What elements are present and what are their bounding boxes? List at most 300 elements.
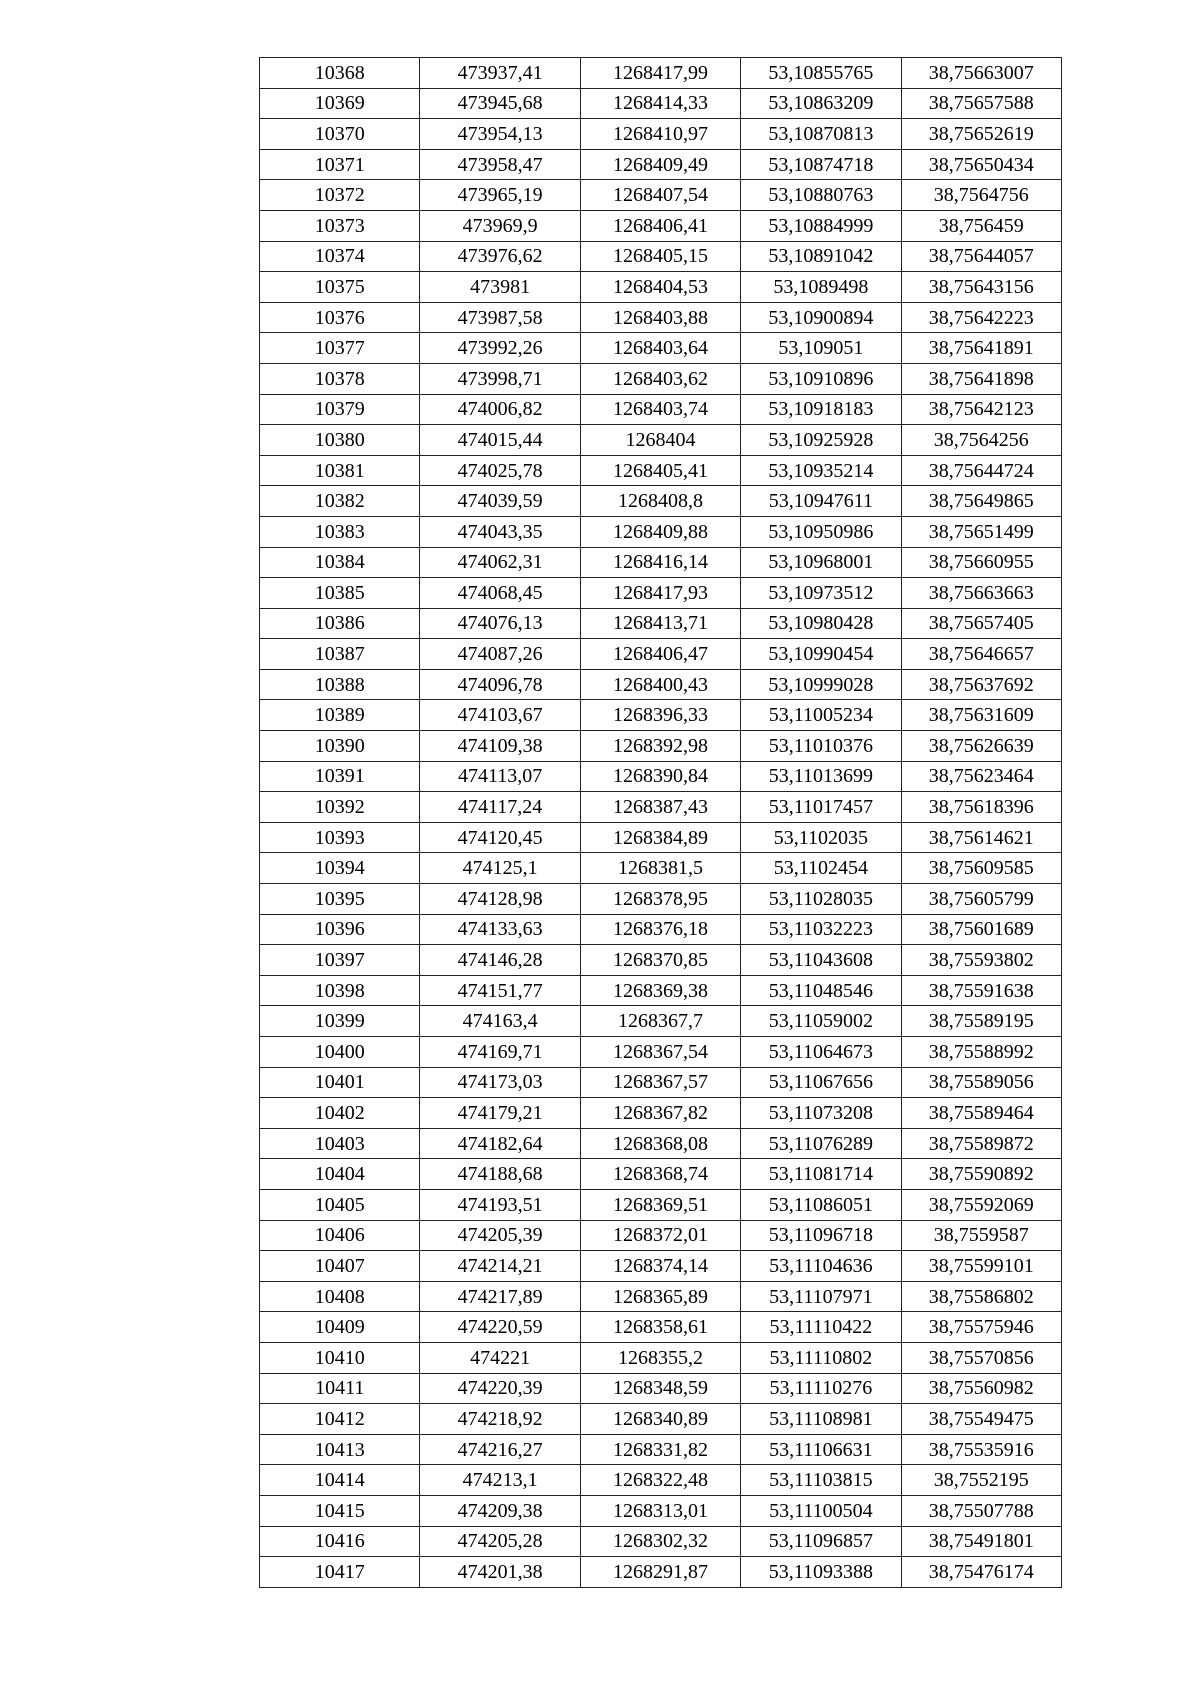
longitude-cell: 38,75590892 <box>901 1159 1061 1190</box>
point-number-cell: 10387 <box>260 639 420 670</box>
x-coordinate-cell: 474133,63 <box>420 914 580 945</box>
longitude-cell: 38,75644724 <box>901 455 1061 486</box>
point-number-cell: 10376 <box>260 302 420 333</box>
latitude-cell: 53,11081714 <box>741 1159 901 1190</box>
table-row <box>260 608 1062 639</box>
point-number-cell: 10414 <box>260 1465 420 1496</box>
point-number-cell: 10409 <box>260 1312 420 1343</box>
point-number-cell: 10394 <box>260 853 420 884</box>
table-row <box>260 945 1062 976</box>
table-row <box>260 241 1062 272</box>
y-coordinate-cell: 1268407,54 <box>580 180 740 211</box>
latitude-cell: 53,10980428 <box>741 608 901 639</box>
x-coordinate-cell: 474217,89 <box>420 1281 580 1312</box>
y-coordinate-cell: 1268400,43 <box>580 669 740 700</box>
table-row <box>260 455 1062 486</box>
x-coordinate-cell: 474163,4 <box>420 1006 580 1037</box>
point-number-cell: 10372 <box>260 180 420 211</box>
x-coordinate-cell: 474216,27 <box>420 1434 580 1465</box>
longitude-cell: 38,75591638 <box>901 975 1061 1006</box>
table-row <box>260 1067 1062 1098</box>
longitude-cell: 38,75618396 <box>901 792 1061 823</box>
table-row <box>260 761 1062 792</box>
longitude-cell: 38,75641898 <box>901 363 1061 394</box>
longitude-cell: 38,75649865 <box>901 486 1061 517</box>
y-coordinate-cell: 1268410,97 <box>580 119 740 150</box>
x-coordinate-cell: 474182,64 <box>420 1128 580 1159</box>
y-coordinate-cell: 1268403,64 <box>580 333 740 364</box>
table-row <box>260 975 1062 1006</box>
latitude-cell: 53,10925928 <box>741 425 901 456</box>
point-number-cell: 10402 <box>260 1098 420 1129</box>
latitude-cell: 53,11076289 <box>741 1128 901 1159</box>
point-number-cell: 10397 <box>260 945 420 976</box>
x-coordinate-cell: 473954,13 <box>420 119 580 150</box>
y-coordinate-cell: 1268403,62 <box>580 363 740 394</box>
longitude-cell: 38,75601689 <box>901 914 1061 945</box>
x-coordinate-cell: 474117,24 <box>420 792 580 823</box>
table-row <box>260 1495 1062 1526</box>
point-number-cell: 10404 <box>260 1159 420 1190</box>
longitude-cell: 38,75657405 <box>901 608 1061 639</box>
y-coordinate-cell: 1268378,95 <box>580 884 740 915</box>
x-coordinate-cell: 473981 <box>420 272 580 303</box>
longitude-cell: 38,75507788 <box>901 1495 1061 1526</box>
latitude-cell: 53,11104636 <box>741 1251 901 1282</box>
longitude-cell: 38,75586802 <box>901 1281 1061 1312</box>
x-coordinate-cell: 474128,98 <box>420 884 580 915</box>
latitude-cell: 53,10863209 <box>741 88 901 119</box>
point-number-cell: 10369 <box>260 88 420 119</box>
point-number-cell: 10412 <box>260 1404 420 1435</box>
x-coordinate-cell: 474201,38 <box>420 1557 580 1588</box>
latitude-cell: 53,10900894 <box>741 302 901 333</box>
latitude-cell: 53,10947611 <box>741 486 901 517</box>
table-row <box>260 1373 1062 1404</box>
x-coordinate-cell: 473945,68 <box>420 88 580 119</box>
table-row <box>260 302 1062 333</box>
longitude-cell: 38,75605799 <box>901 884 1061 915</box>
y-coordinate-cell: 1268365,89 <box>580 1281 740 1312</box>
point-number-cell: 10417 <box>260 1557 420 1588</box>
latitude-cell: 53,11100504 <box>741 1495 901 1526</box>
x-coordinate-cell: 474087,26 <box>420 639 580 670</box>
x-coordinate-cell: 474113,07 <box>420 761 580 792</box>
point-number-cell: 10395 <box>260 884 420 915</box>
table-row <box>260 1006 1062 1037</box>
table-row <box>260 1159 1062 1190</box>
longitude-cell: 38,75651499 <box>901 516 1061 547</box>
latitude-cell: 53,11093388 <box>741 1557 901 1588</box>
y-coordinate-cell: 1268414,33 <box>580 88 740 119</box>
y-coordinate-cell: 1268417,99 <box>580 58 740 89</box>
x-coordinate-cell: 474221 <box>420 1342 580 1373</box>
latitude-cell: 53,11110422 <box>741 1312 901 1343</box>
longitude-cell: 38,75642223 <box>901 302 1061 333</box>
point-number-cell: 10377 <box>260 333 420 364</box>
y-coordinate-cell: 1268348,59 <box>580 1373 740 1404</box>
table-row <box>260 149 1062 180</box>
longitude-cell: 38,75614621 <box>901 822 1061 853</box>
longitude-cell: 38,75642123 <box>901 394 1061 425</box>
point-number-cell: 10406 <box>260 1220 420 1251</box>
table-row <box>260 1526 1062 1557</box>
longitude-cell: 38,75609585 <box>901 853 1061 884</box>
latitude-cell: 53,11064673 <box>741 1037 901 1068</box>
table-row <box>260 1251 1062 1282</box>
longitude-cell: 38,75589464 <box>901 1098 1061 1129</box>
table-row <box>260 914 1062 945</box>
y-coordinate-cell: 1268313,01 <box>580 1495 740 1526</box>
table-row <box>260 363 1062 394</box>
point-number-cell: 10400 <box>260 1037 420 1068</box>
table-row <box>260 700 1062 731</box>
x-coordinate-cell: 474179,21 <box>420 1098 580 1129</box>
longitude-cell: 38,75626639 <box>901 731 1061 762</box>
y-coordinate-cell: 1268409,49 <box>580 149 740 180</box>
point-number-cell: 10399 <box>260 1006 420 1037</box>
longitude-cell: 38,75643156 <box>901 272 1061 303</box>
x-coordinate-cell: 474103,67 <box>420 700 580 731</box>
longitude-cell: 38,75589195 <box>901 1006 1061 1037</box>
latitude-cell: 53,10968001 <box>741 547 901 578</box>
x-coordinate-cell: 474109,38 <box>420 731 580 762</box>
y-coordinate-cell: 1268369,38 <box>580 975 740 1006</box>
table-row <box>260 853 1062 884</box>
x-coordinate-cell: 474025,78 <box>420 455 580 486</box>
latitude-cell: 53,10918183 <box>741 394 901 425</box>
point-number-cell: 10383 <box>260 516 420 547</box>
longitude-cell: 38,75650434 <box>901 149 1061 180</box>
x-coordinate-cell: 474015,44 <box>420 425 580 456</box>
table-row <box>260 88 1062 119</box>
longitude-cell: 38,7564756 <box>901 180 1061 211</box>
latitude-cell: 53,11103815 <box>741 1465 901 1496</box>
y-coordinate-cell: 1268355,2 <box>580 1342 740 1373</box>
x-coordinate-cell: 474169,71 <box>420 1037 580 1068</box>
x-coordinate-cell: 474039,59 <box>420 486 580 517</box>
longitude-cell: 38,75660955 <box>901 547 1061 578</box>
longitude-cell: 38,75588992 <box>901 1037 1061 1068</box>
y-coordinate-cell: 1268367,82 <box>580 1098 740 1129</box>
y-coordinate-cell: 1268358,61 <box>580 1312 740 1343</box>
y-coordinate-cell: 1268374,14 <box>580 1251 740 1282</box>
longitude-cell: 38,75575946 <box>901 1312 1061 1343</box>
y-coordinate-cell: 1268413,71 <box>580 608 740 639</box>
latitude-cell: 53,10950986 <box>741 516 901 547</box>
y-coordinate-cell: 1268302,32 <box>580 1526 740 1557</box>
y-coordinate-cell: 1268370,85 <box>580 945 740 976</box>
x-coordinate-cell: 474076,13 <box>420 608 580 639</box>
point-number-cell: 10391 <box>260 761 420 792</box>
table-row <box>260 1465 1062 1496</box>
longitude-cell: 38,7564256 <box>901 425 1061 456</box>
point-number-cell: 10390 <box>260 731 420 762</box>
latitude-cell: 53,11096857 <box>741 1526 901 1557</box>
latitude-cell: 53,10884999 <box>741 210 901 241</box>
longitude-cell: 38,75663007 <box>901 58 1061 89</box>
table-row <box>260 425 1062 456</box>
x-coordinate-cell: 473937,41 <box>420 58 580 89</box>
coordinates-table <box>259 57 1062 1588</box>
latitude-cell: 53,10874718 <box>741 149 901 180</box>
longitude-cell: 38,75646657 <box>901 639 1061 670</box>
longitude-cell: 38,75589872 <box>901 1128 1061 1159</box>
y-coordinate-cell: 1268381,5 <box>580 853 740 884</box>
longitude-cell: 38,75644057 <box>901 241 1061 272</box>
x-coordinate-cell: 473987,58 <box>420 302 580 333</box>
latitude-cell: 53,11017457 <box>741 792 901 823</box>
y-coordinate-cell: 1268331,82 <box>580 1434 740 1465</box>
point-number-cell: 10413 <box>260 1434 420 1465</box>
point-number-cell: 10380 <box>260 425 420 456</box>
latitude-cell: 53,11010376 <box>741 731 901 762</box>
table-row <box>260 1342 1062 1373</box>
latitude-cell: 53,11013699 <box>741 761 901 792</box>
longitude-cell: 38,75657588 <box>901 88 1061 119</box>
table-row <box>260 58 1062 89</box>
table-row <box>260 333 1062 364</box>
y-coordinate-cell: 1268404,53 <box>580 272 740 303</box>
y-coordinate-cell: 1268406,47 <box>580 639 740 670</box>
x-coordinate-cell: 474173,03 <box>420 1067 580 1098</box>
x-coordinate-cell: 474218,92 <box>420 1404 580 1435</box>
table-row <box>260 731 1062 762</box>
table-row <box>260 394 1062 425</box>
x-coordinate-cell: 474209,38 <box>420 1495 580 1526</box>
x-coordinate-cell: 474213,1 <box>420 1465 580 1496</box>
x-coordinate-cell: 474188,68 <box>420 1159 580 1190</box>
point-number-cell: 10407 <box>260 1251 420 1282</box>
table-row <box>260 1312 1062 1343</box>
y-coordinate-cell: 1268408,8 <box>580 486 740 517</box>
latitude-cell: 53,10935214 <box>741 455 901 486</box>
longitude-cell: 38,75570856 <box>901 1342 1061 1373</box>
x-coordinate-cell: 473958,47 <box>420 149 580 180</box>
longitude-cell: 38,75623464 <box>901 761 1061 792</box>
table-row <box>260 1281 1062 1312</box>
x-coordinate-cell: 474120,45 <box>420 822 580 853</box>
latitude-cell: 53,11107971 <box>741 1281 901 1312</box>
point-number-cell: 10396 <box>260 914 420 945</box>
x-coordinate-cell: 474220,39 <box>420 1373 580 1404</box>
point-number-cell: 10398 <box>260 975 420 1006</box>
point-number-cell: 10401 <box>260 1067 420 1098</box>
table-row <box>260 516 1062 547</box>
longitude-cell: 38,75631609 <box>901 700 1061 731</box>
y-coordinate-cell: 1268403,74 <box>580 394 740 425</box>
longitude-cell: 38,7552195 <box>901 1465 1061 1496</box>
table-row <box>260 1128 1062 1159</box>
latitude-cell: 53,11108981 <box>741 1404 901 1435</box>
latitude-cell: 53,11106631 <box>741 1434 901 1465</box>
x-coordinate-cell: 474062,31 <box>420 547 580 578</box>
y-coordinate-cell: 1268404 <box>580 425 740 456</box>
x-coordinate-cell: 474068,45 <box>420 578 580 609</box>
table-row <box>260 547 1062 578</box>
point-number-cell: 10405 <box>260 1189 420 1220</box>
point-number-cell: 10378 <box>260 363 420 394</box>
table-row <box>260 1098 1062 1129</box>
longitude-cell: 38,75637692 <box>901 669 1061 700</box>
latitude-cell: 53,11048546 <box>741 975 901 1006</box>
x-coordinate-cell: 474205,39 <box>420 1220 580 1251</box>
latitude-cell: 53,10855765 <box>741 58 901 89</box>
table-row <box>260 1037 1062 1068</box>
table-row <box>260 1189 1062 1220</box>
y-coordinate-cell: 1268340,89 <box>580 1404 740 1435</box>
x-coordinate-cell: 474125,1 <box>420 853 580 884</box>
table-row <box>260 578 1062 609</box>
point-number-cell: 10381 <box>260 455 420 486</box>
point-number-cell: 10392 <box>260 792 420 823</box>
coordinates-table-body <box>260 58 1062 1588</box>
longitude-cell: 38,75589056 <box>901 1067 1061 1098</box>
latitude-cell: 53,1102454 <box>741 853 901 884</box>
longitude-cell: 38,75560982 <box>901 1373 1061 1404</box>
latitude-cell: 53,1102035 <box>741 822 901 853</box>
table-row <box>260 180 1062 211</box>
x-coordinate-cell: 474151,77 <box>420 975 580 1006</box>
latitude-cell: 53,109051 <box>741 333 901 364</box>
latitude-cell: 53,11005234 <box>741 700 901 731</box>
y-coordinate-cell: 1268416,14 <box>580 547 740 578</box>
point-number-cell: 10368 <box>260 58 420 89</box>
x-coordinate-cell: 474146,28 <box>420 945 580 976</box>
table-row <box>260 119 1062 150</box>
latitude-cell: 53,10990454 <box>741 639 901 670</box>
y-coordinate-cell: 1268367,57 <box>580 1067 740 1098</box>
x-coordinate-cell: 474096,78 <box>420 669 580 700</box>
table-row <box>260 792 1062 823</box>
y-coordinate-cell: 1268368,74 <box>580 1159 740 1190</box>
point-number-cell: 10379 <box>260 394 420 425</box>
y-coordinate-cell: 1268291,87 <box>580 1557 740 1588</box>
x-coordinate-cell: 474220,59 <box>420 1312 580 1343</box>
longitude-cell: 38,756459 <box>901 210 1061 241</box>
longitude-cell: 38,75592069 <box>901 1189 1061 1220</box>
latitude-cell: 53,11059002 <box>741 1006 901 1037</box>
latitude-cell: 53,11110276 <box>741 1373 901 1404</box>
x-coordinate-cell: 474006,82 <box>420 394 580 425</box>
y-coordinate-cell: 1268369,51 <box>580 1189 740 1220</box>
latitude-cell: 53,10973512 <box>741 578 901 609</box>
table-row <box>260 822 1062 853</box>
point-number-cell: 10384 <box>260 547 420 578</box>
latitude-cell: 53,11028035 <box>741 884 901 915</box>
y-coordinate-cell: 1268403,88 <box>580 302 740 333</box>
y-coordinate-cell: 1268405,41 <box>580 455 740 486</box>
y-coordinate-cell: 1268368,08 <box>580 1128 740 1159</box>
table-row <box>260 1220 1062 1251</box>
point-number-cell: 10416 <box>260 1526 420 1557</box>
latitude-cell: 53,11110802 <box>741 1342 901 1373</box>
y-coordinate-cell: 1268367,54 <box>580 1037 740 1068</box>
x-coordinate-cell: 473976,62 <box>420 241 580 272</box>
latitude-cell: 53,10870813 <box>741 119 901 150</box>
latitude-cell: 53,11086051 <box>741 1189 901 1220</box>
longitude-cell: 38,75491801 <box>901 1526 1061 1557</box>
x-coordinate-cell: 474205,28 <box>420 1526 580 1557</box>
y-coordinate-cell: 1268387,43 <box>580 792 740 823</box>
x-coordinate-cell: 474193,51 <box>420 1189 580 1220</box>
longitude-cell: 38,75641891 <box>901 333 1061 364</box>
longitude-cell: 38,75593802 <box>901 945 1061 976</box>
point-number-cell: 10371 <box>260 149 420 180</box>
x-coordinate-cell: 473998,71 <box>420 363 580 394</box>
table-row <box>260 1434 1062 1465</box>
longitude-cell: 38,75652619 <box>901 119 1061 150</box>
table-row <box>260 486 1062 517</box>
y-coordinate-cell: 1268405,15 <box>580 241 740 272</box>
y-coordinate-cell: 1268417,93 <box>580 578 740 609</box>
x-coordinate-cell: 473965,19 <box>420 180 580 211</box>
table-row <box>260 1557 1062 1588</box>
point-number-cell: 10410 <box>260 1342 420 1373</box>
y-coordinate-cell: 1268322,48 <box>580 1465 740 1496</box>
point-number-cell: 10370 <box>260 119 420 150</box>
table-row <box>260 210 1062 241</box>
y-coordinate-cell: 1268367,7 <box>580 1006 740 1037</box>
y-coordinate-cell: 1268396,33 <box>580 700 740 731</box>
table-row <box>260 669 1062 700</box>
table-row <box>260 639 1062 670</box>
y-coordinate-cell: 1268406,41 <box>580 210 740 241</box>
point-number-cell: 10408 <box>260 1281 420 1312</box>
point-number-cell: 10388 <box>260 669 420 700</box>
table-row <box>260 884 1062 915</box>
table-row <box>260 272 1062 303</box>
y-coordinate-cell: 1268376,18 <box>580 914 740 945</box>
point-number-cell: 10375 <box>260 272 420 303</box>
y-coordinate-cell: 1268409,88 <box>580 516 740 547</box>
latitude-cell: 53,10880763 <box>741 180 901 211</box>
point-number-cell: 10374 <box>260 241 420 272</box>
point-number-cell: 10415 <box>260 1495 420 1526</box>
point-number-cell: 10382 <box>260 486 420 517</box>
latitude-cell: 53,10891042 <box>741 241 901 272</box>
latitude-cell: 53,11067656 <box>741 1067 901 1098</box>
latitude-cell: 53,10910896 <box>741 363 901 394</box>
point-number-cell: 10385 <box>260 578 420 609</box>
y-coordinate-cell: 1268392,98 <box>580 731 740 762</box>
point-number-cell: 10386 <box>260 608 420 639</box>
point-number-cell: 10393 <box>260 822 420 853</box>
point-number-cell: 10403 <box>260 1128 420 1159</box>
point-number-cell: 10373 <box>260 210 420 241</box>
longitude-cell: 38,75663663 <box>901 578 1061 609</box>
x-coordinate-cell: 473992,26 <box>420 333 580 364</box>
longitude-cell: 38,75535916 <box>901 1434 1061 1465</box>
y-coordinate-cell: 1268390,84 <box>580 761 740 792</box>
longitude-cell: 38,7559587 <box>901 1220 1061 1251</box>
latitude-cell: 53,11043608 <box>741 945 901 976</box>
point-number-cell: 10389 <box>260 700 420 731</box>
longitude-cell: 38,75476174 <box>901 1557 1061 1588</box>
x-coordinate-cell: 474043,35 <box>420 516 580 547</box>
y-coordinate-cell: 1268372,01 <box>580 1220 740 1251</box>
latitude-cell: 53,10999028 <box>741 669 901 700</box>
longitude-cell: 38,75599101 <box>901 1251 1061 1282</box>
longitude-cell: 38,75549475 <box>901 1404 1061 1435</box>
x-coordinate-cell: 474214,21 <box>420 1251 580 1282</box>
latitude-cell: 53,11096718 <box>741 1220 901 1251</box>
x-coordinate-cell: 473969,9 <box>420 210 580 241</box>
latitude-cell: 53,11073208 <box>741 1098 901 1129</box>
y-coordinate-cell: 1268384,89 <box>580 822 740 853</box>
point-number-cell: 10411 <box>260 1373 420 1404</box>
table-row <box>260 1404 1062 1435</box>
